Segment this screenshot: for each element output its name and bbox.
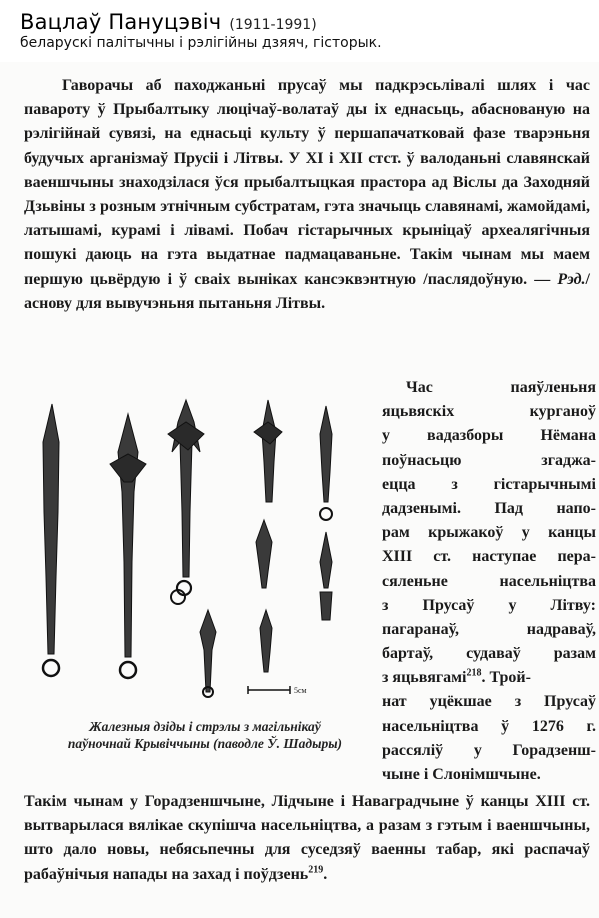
column-line: Час паяўленьня (406, 379, 596, 396)
header (20, 10, 591, 51)
column-line: пагаранаў, надраваў, (382, 620, 596, 638)
column-line-footnote: з яцьвягамі$^{218}$. Трой- (382, 667, 531, 687)
paragraph-intro (24, 74, 590, 316)
footnote-218: 218 (466, 667, 482, 679)
arrowhead-5 (200, 610, 216, 697)
column-line-text: Трой- (489, 669, 531, 687)
spearhead-2 (110, 414, 146, 678)
arrowhead-6 (260, 610, 272, 672)
editor-abbrev: Рэд. (557, 270, 586, 288)
spearhead-3 (168, 400, 204, 595)
column-line: поўнасьцю згаджа- (382, 451, 596, 469)
column-line: рассяліў у Горадзенш- (382, 741, 596, 759)
column-line: насельніцтва ў 1276 г. (382, 717, 596, 735)
column-line: бартаў, судаваў разам (382, 645, 596, 663)
side-column-text (382, 376, 596, 787)
arrowhead-3 (256, 520, 272, 588)
title-line (20, 10, 591, 34)
caption-line-2: паўночнай Крывіччыны (паводле Ў. Шадыры) (67, 736, 343, 751)
column-line: з Прусаў у Літву: (382, 596, 596, 614)
column-line: ецца з гістарычнымі (382, 475, 596, 493)
column-line: яцьвяскіх курганоў (382, 403, 596, 421)
figure-caption (50, 718, 360, 752)
arrowhead-1 (254, 400, 282, 502)
footnote-219: 219 (308, 864, 324, 876)
paragraph-intro-tail: / аснову для вывучэньня пытаньня Літвы. (24, 270, 590, 312)
arrowhead-4 (320, 532, 332, 620)
paragraph-conclusion: Такім чынам у Горадзеншчыне, Лідчыне і Наваградчыне ў канцы XIII ст. вытварылася вялікае скупішча насельніцтва, а разам з гэтым і ваеншчыны, што дало новы, небясьпечны для суседзяў ваенны табар, які распачаў рабаўнічыя напады на захад і поўдзень$^{219}$. (24, 793, 590, 883)
scale-label: 5см (294, 686, 307, 695)
author-name: Вацлаў Пануцэвіч (20, 10, 222, 34)
author-description: беларускі палітычны і рэлігійны дзяяч, гісторык. (20, 35, 382, 51)
paragraph-conclusion-text: Такім чынам у Горадзеншчыне, Лідчыне і Наваградчыне ў канцы XIII ст. вытварылася вялікае скупішча насельніцтва, а разам з гэтым і ваеншчыны, што дало новы, небясьпечны для суседзяў ваенны табар, які распачаў рабаўнічыя напады на захад і поўдзень (24, 793, 590, 883)
column-line: сяленьне насельніцтва (382, 572, 596, 590)
scale-bar (248, 686, 290, 694)
column-line: дадзенымі. Пад напо- (382, 499, 596, 517)
column-line: чыне і Слонімшчыне. (382, 766, 541, 783)
spearhead-1 (43, 404, 59, 676)
author-years: (1911-1991) (229, 17, 317, 33)
paragraph-intro-text: Гаворачы аб паходжаньні прусаў мы падкрэсьлівалі шлях і час павароту ў Прыбалтыку люцічаў-волатаў ды іх еднасьць, абаснованую на рэлігійнай сувязі, на еднасьці культу ў першапачатковай фазе тварэньня будучых арганізмаў Прусіі і Літвы. У XI і XII стст. ў валоданьні славянскай ваеншчыны знаходзілася ўся прыбалтыцкая прастора ад Віслы да Заходняй Дзьвіны з розным этнічным субстратам, гэта значыць славянамі, жамойдамі, латышамі, курамі і лівамі. Побач гістарычных крыніцаў археалягічныя пошукі даюць на гэта выдатнае падмацаваньне. Такім чынам мы маем першую цьвёрдую і ў сваіх выніках кансэквэнтную /паслядоўную. — (24, 77, 590, 288)
caption-line-1: Жалезныя дзіды і стрэлы з магільнікаў (89, 719, 321, 734)
column-line: рам крыжакоў у канцы (382, 524, 596, 542)
column-line: нат уцёкшае з Прусаў (382, 693, 596, 711)
column-line: XIII ст. наступае пера- (382, 548, 596, 566)
artifacts-illustration (28, 392, 374, 704)
arrowhead-2 (320, 406, 332, 520)
column-line-text: з яцьвягамі (382, 669, 467, 687)
column-line: у вадазборы Нёмана (382, 427, 596, 445)
